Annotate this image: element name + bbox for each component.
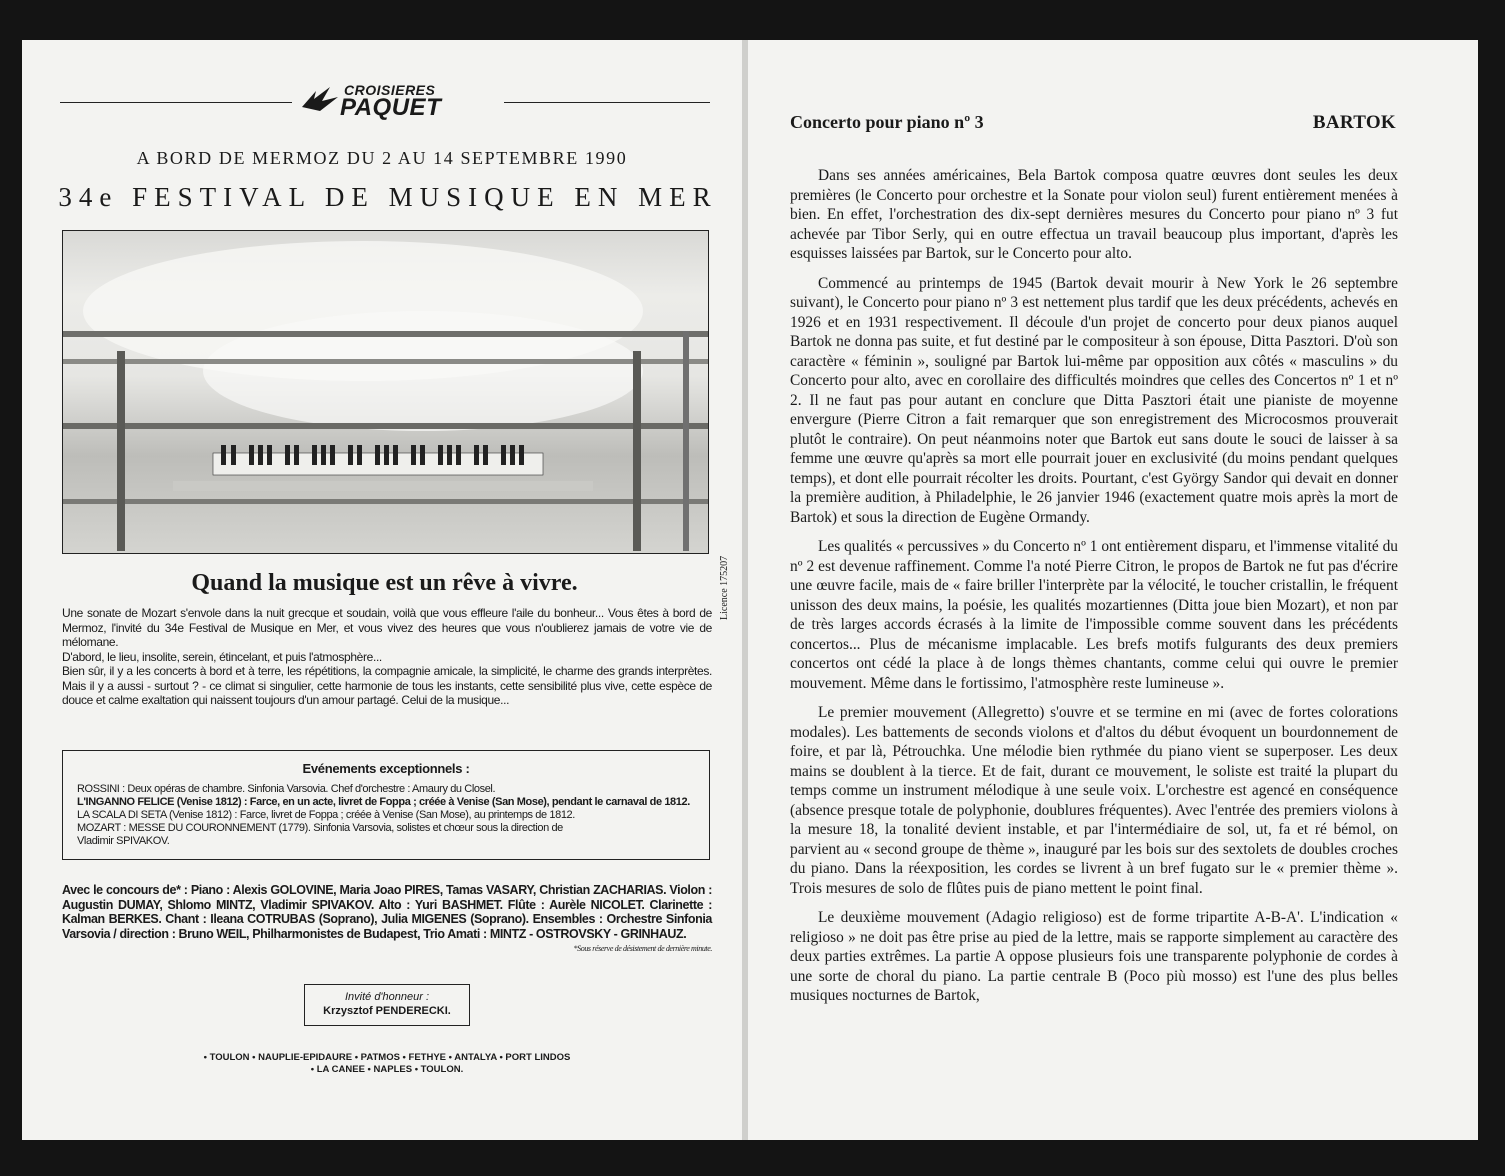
- ports-line: • TOULON • NAUPLIE-EPIDAURE • PATMOS • FETHYE • ANTALYA • PORT LINDOS: [203, 1052, 571, 1063]
- licence-text: Licence 175207: [719, 555, 730, 620]
- event-line: MOZART : MESSE DU COURONNEMENT (1779). Sinfonia Varsovia, solistes et chœur sous la direction de: [77, 822, 563, 834]
- notes-paragraph: Le deuxième mouvement (Adagio religioso) est de forme tripartite A-B-A'. L'indication « religioso » ne doit pas être prise au pied de la lettre, mais se rapporte simplement au caractère des deux parties extrêmes. La partie A oppose plusieurs fois une transparente polyphonie de cordes à une sorte de choral du piano. La partie centrale B (Poco più mosso) est l'une des plus belles musiques nocturnes de Bartok,: [790, 909, 1398, 1004]
- divider-left: [60, 102, 292, 103]
- guest-label: Invité d'honneur :: [344, 991, 430, 1003]
- artists-text: Avec le concours de* : Piano : Alexis GOLOVINE, Maria Joao PIRES, Tamas VASARY, Christian ZACHARIAS. Violon : Augustin DUMAY, Shlomo MINTZ, Vladimir SPIVAKOV. Alto : Yuri BASHMET. Flûte : Aurèle NICOLET. Clarinette : Kalman BERKES. Chant : Ileana COTRUBAS (Soprano), Julia MIGENES (Soprano). Ensembles : Orchestre Sinfonia Varsovia / direction : Bruno WEIL, Philharmonistes de Budapest, Trio Amati : MINTZ - OSTROVSKY - GRINHAUZ.: [62, 883, 712, 941]
- intro-paragraph: Une sonate de Mozart s'envole dans la nuit grecque et soudain, voilà que vous effleure l'aile du bonheur... Vous êtes à bord de Mermoz, l'invité du 34e Festival de Musique en Mer, et vous vivez des heures que vous n'oublierez jamais de votre vie de mélomane.: [62, 606, 712, 649]
- ports-line: • LA CANEE • NAPLES • TOULON.: [310, 1063, 464, 1075]
- notes-paragraph: Dans ses années américaines, Bela Bartok composa quatre œuvres dont seules les deux premières (le Concerto pour orchestre et la Sonate pour violon seul) furent entièrement menées à bien. En effet, l'orchestration des dix-sept dernières mesures du Concerto pour piano nº 3 fut achevée par Tibor Serly, qui en outre effectua un travail beaucoup plus important, d'après les esquisses laissées par Bartok, sur le Concerto pour alto.: [790, 167, 1398, 262]
- artists-block: [62, 883, 712, 953]
- licence-number: [719, 550, 731, 620]
- piece-title: Concerto pour piano nº 3: [790, 112, 984, 132]
- croisieres-paquet-logo: [300, 82, 470, 121]
- notes-paragraph: Les qualités « percussives » du Concerto nº 1 ont entièrement disparu, et l'immense vitalité du nº 2 est devenue raffinement. Comme l'a noté Pierre Citron, le propos de Bartok ne fut pas d'écrire une œuvre facile, mais de « faire briller l'interprète par la vélocité, le toucher cristallin, le fréquent unisson des deux mains, la poésie, les qualités mozartiennes (Ditta joue bien Mozart), et non par de très larges accords écrasés à la limite de l'impossible comme souvent dans les précédents concertos... Plus de mécanisme implacable. Les brefs motifs fulgurants des deux premiers concertos ont cédé la place à de longs thèmes chantants, comme celui qui ouvre le premier mouvement. Même dans le fortissimo, l'atmosphère reste lumineuse ».: [790, 538, 1398, 692]
- events-title: Evénements exceptionnels :: [302, 761, 470, 776]
- notes-paragraph: Commencé au printemps de 1945 (Bartok devait mourir à New York le 26 septembre suivant), le Concerto pour piano nº 3 est nettement plus tardif que les deux précédents, achevés en 1926 et en 1931 respectivement. Il découle d'un projet de concerto pour deux pianos auquel Bartok ne donna pas suite, et fut destiné par le compositeur à son épouse, Ditta Pasztori. D'où son caractère « féminin », souligné par Bartok lui-même par opposition aux côtés « masculins » du Concerto pour alto, avec en corollaire des difficultés moindres que celles des Concertos nº 1 et nº 2. Il ne faut pas pour autant en conclure que Ditta Pasztori était une pianiste de moyenne envergure (Pierre Citron a fait remarquer que son enregistrement des Microcosmos prouverait plutôt le contraire). On peut néanmoins noter que Bartok eut sans doute le souci de laisser à sa femme une œuvre qu'après sa mort elle pourrait jouer en exclusivité (du moins pendant quelques temps), et dont elle pourrait récolter les droits. Pourtant, c'est György Sandor qui devait en donner la première audition, à Philadelphie, le 26 janvier 1946 (exactement quatre mois après la mort de Bartok) et sous la direction de Eugène Ormandy.: [790, 274, 1398, 526]
- intro-paragraph: Bien sûr, il y a les concerts à bord et à terre, les répétitions, la compagnie amicale, la simplicité, le charme des grands interprètes. Mais il y a aussi - surtout ? - ce climat si singulier, cette harmonie de tous les instants, cette sensibilité plus vive, cette espèce de douce et calme exaltation qui naissent toujours d'un amour partagé. Celui de la musique...: [62, 664, 712, 707]
- headline: Quand la musique est un rêve à vivre.: [191, 570, 578, 596]
- right-page: [748, 40, 1478, 1140]
- logo-text-top: CROISIERES: [344, 82, 436, 98]
- logo-row: [60, 82, 710, 121]
- ports-list: [62, 1052, 712, 1075]
- artists-footnote: *Sous réserve de désistement de dernière minute.: [573, 944, 712, 953]
- guest-of-honour-box: [304, 984, 470, 1026]
- event-line: LA SCALA DI SETA (Venise 1812) : Farce, livret de Foppa ; créée à Venise (San Mose), au printemps de 1812.: [77, 809, 575, 821]
- composer-name: BARTOK: [1312, 112, 1396, 133]
- piano-photo: [62, 230, 709, 554]
- event-line: Vladimir SPIVAKOV.: [77, 835, 170, 847]
- event-line: L'INGANNO FELICE (Venise 1812) : Farce, en un acte, livret de Foppa ; créée à Venise (San Mose), pendant le carnaval de 1812.: [77, 796, 690, 808]
- seagull-icon: [300, 85, 340, 115]
- events-list: [77, 783, 697, 848]
- logo-text-bottom: PAQUET: [340, 94, 442, 121]
- divider-right: [504, 102, 710, 103]
- piano-illustration: [63, 231, 708, 553]
- cruise-dates: A BORD DE MERMOZ DU 2 AU 14 SEPTEMBRE 1990: [136, 148, 628, 168]
- events-box: [62, 750, 710, 860]
- intro-paragraph: D'abord, le lieu, insolite, serein, étincelant, et puis l'atmosphère...: [62, 649, 382, 664]
- guest-name: Krzysztof PENDERECKI.: [323, 1005, 451, 1017]
- festival-title: 34e FESTIVAL DE MUSIQUE EN MER: [58, 182, 718, 212]
- left-page: [22, 40, 742, 1140]
- notes-paragraph: Le premier mouvement (Allegretto) s'ouvre et se termine en mi (avec de fortes colorations modales). Les battements de seconds violons et d'altos du début évoquent un bourdonnement de foire, et par là, Pétrouchka. Une mélodie bien rythmée du piano vient se superposer. Les deux mains se doublent à la tierce. Et de fait, durant ce mouvement, le soliste est traité la plupart du temps comme un instrument mélodique à une seule voix. L'orchestre est agencé en conséquence (absence presque totale de polyphonie, doublures fréquentes). Avec l'entrée des premiers violons à la mesure 18, la tonalité devient instable, et par l'intermédiaire de sol, ut, fa et ré bémol, on parvient au « second groupe de thème », inauguré par les bois sur des sextolets de doubles croches du piano. Dans la réexposition, les cordes se livrent à un bref fugato sur le « premier thème ». Trois mesures de solo de flûtes puis de piano mettent le point final.: [790, 704, 1398, 897]
- event-line: ROSSINI : Deux opéras de chambre. Sinfonia Varsovia. Chef d'orchestre : Amaury du Closel.: [77, 783, 496, 795]
- program-notes: [790, 166, 1398, 1016]
- intro-text: [62, 606, 712, 708]
